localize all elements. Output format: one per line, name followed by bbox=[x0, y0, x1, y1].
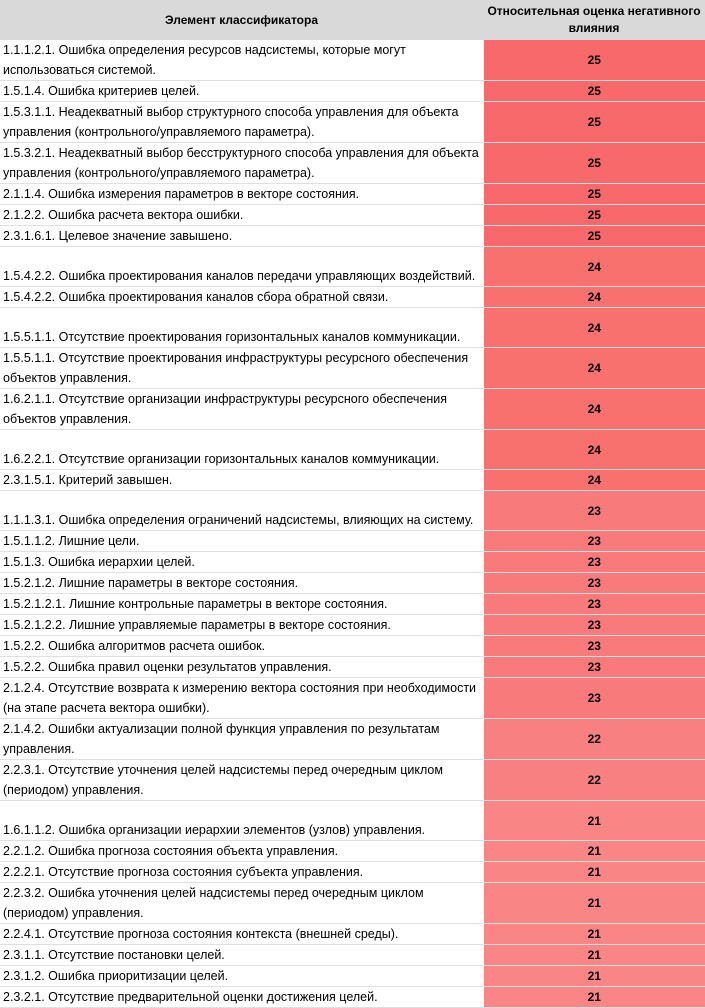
score-cell: 23 bbox=[483, 573, 705, 594]
classifier-element-cell: 2.2.3.1. Отсутствие уточнения целей надсистемы перед очередным циклом (периодом) управления. bbox=[0, 760, 483, 801]
score-cell: 25 bbox=[483, 184, 705, 205]
table-row bbox=[0, 573, 705, 594]
score-cell: 21 bbox=[483, 924, 705, 945]
score-cell: 21 bbox=[483, 862, 705, 883]
table-row bbox=[0, 226, 705, 247]
classifier-element-cell: 1.5.2.2. Ошибка алгоритмов расчета ошибок. bbox=[0, 636, 483, 657]
table-row bbox=[0, 389, 705, 430]
table-row bbox=[0, 143, 705, 184]
classifier-element-cell: 1.5.4.2.2. Ошибка проектирования каналов передачи управляющих воздействий. bbox=[0, 247, 483, 287]
header-row bbox=[0, 0, 705, 40]
classifier-element-cell: 1.5.5.1.1. Отсутствие проектирования инфраструктуры ресурсного обеспечения объектов управления. bbox=[0, 348, 483, 389]
score-cell: 21 bbox=[483, 801, 705, 841]
classifier-element-cell: 2.3.1.2. Ошибка приоритизации целей. bbox=[0, 966, 483, 987]
table-row bbox=[0, 760, 705, 801]
table-row bbox=[0, 636, 705, 657]
classifier-element-cell: 1.5.5.1.1. Отсутствие проектирования горизонтальных каналов коммуникации. bbox=[0, 308, 483, 348]
table-row bbox=[0, 531, 705, 552]
table-row bbox=[0, 430, 705, 470]
score-cell: 24 bbox=[483, 430, 705, 470]
score-cell: 21 bbox=[483, 966, 705, 987]
classifier-element-cell: 1.6.2.1.1. Отсутствие организации инфраструктуры ресурсного обеспечения объектов управления. bbox=[0, 389, 483, 430]
table-row bbox=[0, 348, 705, 389]
score-cell: 23 bbox=[483, 552, 705, 573]
table-row bbox=[0, 247, 705, 287]
score-cell: 23 bbox=[483, 678, 705, 719]
table-row bbox=[0, 184, 705, 205]
classifier-element-cell: 1.6.1.1.2. Ошибка организации иерархии элементов (узлов) управления. bbox=[0, 801, 483, 841]
table-row bbox=[0, 102, 705, 143]
table-row bbox=[0, 552, 705, 573]
score-cell: 24 bbox=[483, 389, 705, 430]
classifier-element-cell: 1.5.1.1.2. Лишние цели. bbox=[0, 531, 483, 552]
classifier-element-cell: 2.3.1.6.1. Целевое значение завышено. bbox=[0, 226, 483, 247]
classifier-element-cell: 2.1.4.2. Ошибки актуализации полной функция управления по результатам управления. bbox=[0, 719, 483, 760]
classifier-element-cell: 1.5.2.1.2.1. Лишние контрольные параметры в векторе состояния. bbox=[0, 594, 483, 615]
score-cell: 22 bbox=[483, 719, 705, 760]
score-cell: 24 bbox=[483, 348, 705, 389]
classifier-element-cell: 1.1.1.3.1. Ошибка определения ограничений надсистемы, влияющих на систему. bbox=[0, 491, 483, 531]
classifier-element-cell: 1.5.3.1.1. Неадекватный выбор структурного способа управления для объекта управления (контрольного/управляемого параметра). bbox=[0, 102, 483, 143]
table-row bbox=[0, 470, 705, 491]
score-cell: 22 bbox=[483, 760, 705, 801]
table-row bbox=[0, 657, 705, 678]
classifier-element-cell: 1.5.3.2.1. Неадекватный выбор бесструктурного способа управления для объекта управления (контрольного/управляемого параметра). bbox=[0, 143, 483, 184]
score-cell: 21 bbox=[483, 945, 705, 966]
classifier-element-cell: 2.2.4.1. Отсутствие прогноза состояния контекста (внешней среды). bbox=[0, 924, 483, 945]
table-row bbox=[0, 924, 705, 945]
classifier-element-cell: 1.1.1.2.1. Ошибка определения ресурсов надсистемы, которые могут использоваться системой. bbox=[0, 40, 483, 81]
classifier-element-cell: 2.2.2.1. Отсутствие прогноза состояния субъекта управления. bbox=[0, 862, 483, 883]
score-cell: 23 bbox=[483, 636, 705, 657]
score-cell: 24 bbox=[483, 470, 705, 491]
table-row bbox=[0, 287, 705, 308]
score-cell: 23 bbox=[483, 491, 705, 531]
score-cell: 23 bbox=[483, 594, 705, 615]
score-cell: 25 bbox=[483, 40, 705, 81]
classifier-element-cell: 1.5.4.2.2. Ошибка проектирования каналов сбора обратной связи. bbox=[0, 287, 483, 308]
table-row bbox=[0, 40, 705, 81]
score-cell: 21 bbox=[483, 987, 705, 1008]
table-row bbox=[0, 678, 705, 719]
classifier-element-cell: 1.5.2.1.2. Лишние параметры в векторе состояния. bbox=[0, 573, 483, 594]
table-row bbox=[0, 945, 705, 966]
classifier-element-cell: 2.3.1.1. Отсутствие постановки целей. bbox=[0, 945, 483, 966]
score-cell: 25 bbox=[483, 143, 705, 184]
score-cell: 24 bbox=[483, 287, 705, 308]
table-row bbox=[0, 966, 705, 987]
table-row bbox=[0, 801, 705, 841]
table-row bbox=[0, 883, 705, 924]
table-row bbox=[0, 615, 705, 636]
table-row bbox=[0, 491, 705, 531]
score-cell: 25 bbox=[483, 226, 705, 247]
classifier-element-cell: 2.1.2.4. Отсутствие возврата к измерению вектора состояния при необходимости (на этапе расчета вектора ошибки). bbox=[0, 678, 483, 719]
score-cell: 21 bbox=[483, 841, 705, 862]
classifier-element-cell: 2.3.1.5.1. Критерий завышен. bbox=[0, 470, 483, 491]
score-cell: 25 bbox=[483, 81, 705, 102]
table-row bbox=[0, 81, 705, 102]
table-row bbox=[0, 594, 705, 615]
score-cell: 23 bbox=[483, 657, 705, 678]
classifier-element-cell: 2.2.3.2. Ошибка уточнения целей надсистемы перед очередным циклом (периодом) управления. bbox=[0, 883, 483, 924]
table-row bbox=[0, 841, 705, 862]
header-classifier-element: Элемент классификатора bbox=[0, 0, 483, 40]
classifier-element-cell: 2.1.2.2. Ошибка расчета вектора ошибки. bbox=[0, 205, 483, 226]
classifier-element-cell: 2.1.1.4. Ошибка измерения параметров в векторе состояния. bbox=[0, 184, 483, 205]
score-cell: 25 bbox=[483, 205, 705, 226]
classifier-element-cell: 1.5.2.1.2.2. Лишние управляемые параметры в векторе состояния. bbox=[0, 615, 483, 636]
table-row bbox=[0, 719, 705, 760]
classifier-element-cell: 1.5.1.3. Ошибка иерархии целей. bbox=[0, 552, 483, 573]
table-row bbox=[0, 205, 705, 226]
table-row bbox=[0, 308, 705, 348]
classifier-element-cell: 1.5.2.2. Ошибка правил оценки результатов управления. bbox=[0, 657, 483, 678]
table-row bbox=[0, 987, 705, 1008]
classifier-element-cell: 2.3.2.1. Отсутствие предварительной оценки достижения целей. bbox=[0, 987, 483, 1008]
score-cell: 24 bbox=[483, 308, 705, 348]
header-negative-impact-score: Относительная оценка негативного влияния bbox=[483, 0, 705, 40]
classifier-element-cell: 2.2.1.2. Ошибка прогноза состояния объекта управления. bbox=[0, 841, 483, 862]
score-cell: 25 bbox=[483, 102, 705, 143]
score-cell: 24 bbox=[483, 247, 705, 287]
score-cell: 21 bbox=[483, 883, 705, 924]
classifier-element-cell: 1.6.2.2.1. Отсутствие организации горизонтальных каналов коммуникации. bbox=[0, 430, 483, 470]
table-row bbox=[0, 862, 705, 883]
score-cell: 23 bbox=[483, 615, 705, 636]
classifier-element-cell: 1.5.1.4. Ошибка критериев целей. bbox=[0, 81, 483, 102]
score-cell: 23 bbox=[483, 531, 705, 552]
